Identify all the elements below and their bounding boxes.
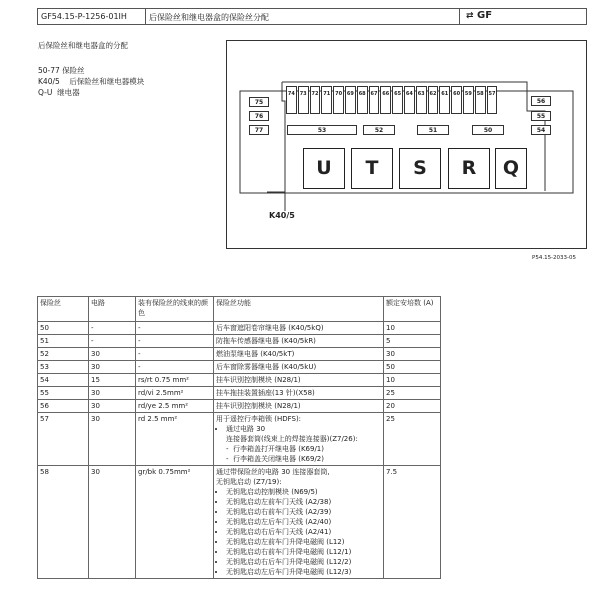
- col-color: 装有保险丝的线束的颜色: [136, 297, 214, 322]
- cell-circuit: -: [89, 335, 136, 348]
- fuse-62: 62: [428, 86, 439, 114]
- fuse-73: 73: [298, 86, 309, 114]
- gf-label: GF: [477, 10, 493, 21]
- cell-color: rs/rt 0.75 mm²: [136, 374, 214, 387]
- cell-function: 燃油泵继电器 (K40/5kT): [214, 348, 384, 361]
- fuse-75: 75: [249, 97, 269, 107]
- fuse-58: 58: [475, 86, 486, 114]
- cell-function: 防拖车传感器继电器 (K40/5kR): [214, 335, 384, 348]
- fuse-53: 53: [287, 125, 357, 135]
- table-row: [38, 335, 441, 348]
- cell-amp: 10: [384, 322, 441, 335]
- cell-function: 挂车识别控制模块 (N28/1): [214, 374, 384, 387]
- cell-circuit: 30: [89, 466, 136, 579]
- fuse-69: 69: [345, 86, 356, 114]
- cell-function: 挂车拖挂装置插座(13 针)(X58): [214, 387, 384, 400]
- fuse-57: 57: [487, 86, 498, 114]
- fuse-65: 65: [392, 86, 403, 114]
- cell-function: 挂车识别控制模块 (N28/1): [214, 400, 384, 413]
- cell-function: 用于遥控行李箱锁 (HDFS): • 通过电路 30 连接器套筒(线束上的焊接连接器)(Z7/26): - 行李箱盖打开继电器 (K69/1) - 行李箱盖关闭继电器 (K69/2): [214, 413, 384, 466]
- cell-color: -: [136, 348, 214, 361]
- cell-fuse: 58: [38, 466, 89, 579]
- col-amp: 额定安培数 (A): [384, 297, 441, 322]
- table-row: [38, 348, 441, 361]
- list-item: • 无钥匙启动左后车门天线 (A2/40): [226, 517, 381, 527]
- fuse-76: 76: [249, 111, 269, 121]
- cell-color: -: [136, 335, 214, 348]
- cell-circuit: 30: [89, 387, 136, 400]
- legend: [38, 65, 218, 98]
- cell-amp: 30: [384, 348, 441, 361]
- cell-function: 后车窗遮阳卷帘继电器 (K40/5kQ): [214, 322, 384, 335]
- cell-color: -: [136, 322, 214, 335]
- table-header-row: [38, 297, 441, 322]
- cell-fuse: 57: [38, 413, 89, 466]
- cell-color: -: [136, 361, 214, 374]
- cell-function: 通过带保险丝的电路 30 连接器套筒, 无钥匙启动 (Z7/19): • 无钥匙启动控制模块 (N69/5) • 无钥匙启动左前车门天线 (A2/38) • 无钥匙启动右前车门天线 (A2/39) • 无钥匙启动左后车门天线 (A2/40) • 无钥匙启动右后车门天线 (A2/41) • 无钥匙启动左前车门升降电磁阀 (L12) • 无钥匙启动右前车门升降电磁阀 (L12/1) • 无钥匙启动右后车门升降电磁阀 (L12/2) • 无钥匙启动左后车门升降电磁阀 (L12/3): [214, 466, 384, 579]
- cell-amp: 25: [384, 413, 441, 466]
- cell-amp: 20: [384, 400, 441, 413]
- fuse-66: 66: [380, 86, 391, 114]
- list-item: • 无钥匙启动左前车门升降电磁阀 (L12): [226, 537, 381, 547]
- cell-color: rd 2.5 mm²: [136, 413, 214, 466]
- relay-R: R: [448, 148, 490, 189]
- cell-fuse: 56: [38, 400, 89, 413]
- fuse-77: 77: [249, 125, 269, 135]
- fuse-59: 59: [463, 86, 474, 114]
- cell-amp: 50: [384, 361, 441, 374]
- fuse-51: 51: [417, 125, 449, 135]
- cell-amp: 5: [384, 335, 441, 348]
- fuse-assignment-table: [37, 296, 441, 579]
- table-row: [38, 322, 441, 335]
- cell-circuit: 30: [89, 348, 136, 361]
- cell-function: 后车窗除雾器继电器 (K40/5kU): [214, 361, 384, 374]
- relay-Q: Q: [495, 148, 527, 189]
- cell-amp: 25: [384, 387, 441, 400]
- table-row: [38, 374, 441, 387]
- table-row: [38, 413, 441, 466]
- table-row: [38, 466, 441, 579]
- list-item: • 无钥匙启动右前车门升降电磁阀 (L12/1): [226, 547, 381, 557]
- fuse-72: 72: [310, 86, 321, 114]
- doc-title: 后保险丝和继电器盒的保险丝分配: [146, 9, 460, 24]
- table-row: [38, 361, 441, 374]
- cell-amp: 10: [384, 374, 441, 387]
- figure-id: P54.15-2033-05: [532, 255, 577, 261]
- fuse-74: 74: [286, 86, 297, 114]
- fuse-56: 56: [531, 96, 551, 106]
- fuse-54: 54: [531, 125, 551, 135]
- cell-amp: 7.5: [384, 466, 441, 579]
- list-item: • 无钥匙启动右后车门天线 (A2/41): [226, 527, 381, 537]
- intro-heading: 后保险丝和继电器盒的分配: [38, 41, 128, 50]
- doc-id: GF54.15-P-1256-01IH: [38, 9, 146, 24]
- document-header: [37, 8, 587, 25]
- fuse-55: 55: [531, 111, 551, 121]
- cell-fuse: 54: [38, 374, 89, 387]
- cell-circuit: 15: [89, 374, 136, 387]
- cell-fuse: 51: [38, 335, 89, 348]
- relay-U: U: [303, 148, 345, 189]
- table-row: [38, 400, 441, 413]
- module-label: K40/5: [269, 211, 295, 220]
- legend-item: 50-77 保险丝: [38, 66, 85, 75]
- fuse-68: 68: [357, 86, 368, 114]
- fuse-box-diagram: [226, 40, 587, 249]
- cell-color: rd/vi 2.5mm²: [136, 387, 214, 400]
- fuse-67: 67: [369, 86, 380, 114]
- document-link-icon: ⇄: [466, 11, 474, 21]
- cell-fuse: 50: [38, 322, 89, 335]
- col-fuse: 保险丝: [38, 297, 89, 322]
- list-item: • 无钥匙启动右后车门升降电磁阀 (L12/2): [226, 557, 381, 567]
- fuse-71: 71: [321, 86, 332, 114]
- cell-circuit: 30: [89, 361, 136, 374]
- fuse-52: 52: [363, 125, 395, 135]
- fuse-61: 61: [439, 86, 450, 114]
- fuse-50: 50: [472, 125, 504, 135]
- list-item: • 无钥匙启动左前车门天线 (A2/38): [226, 497, 381, 507]
- cell-fuse: 52: [38, 348, 89, 361]
- cell-fuse: 53: [38, 361, 89, 374]
- list-item: • 无钥匙启动右前车门天线 (A2/39): [226, 507, 381, 517]
- cell-fuse: 55: [38, 387, 89, 400]
- fuse-60: 60: [451, 86, 462, 114]
- cell-circuit: 30: [89, 400, 136, 413]
- relay-S: S: [399, 148, 441, 189]
- fuse-64: 64: [404, 86, 415, 114]
- col-function: 保险丝功能: [214, 297, 384, 322]
- fuse-70: 70: [333, 86, 344, 114]
- list-item: • 无钥匙启动左后车门升降电磁阀 (L12/3): [226, 567, 381, 577]
- legend-item: K40/5 后保险丝和继电器模块: [38, 77, 145, 86]
- col-circuit: 电路: [89, 297, 136, 322]
- relay-T: T: [351, 148, 393, 189]
- fuse-63: 63: [416, 86, 427, 114]
- legend-item: Q-U 继电器: [38, 88, 80, 97]
- cell-color: rd/ye 2.5 mm²: [136, 400, 214, 413]
- table-row: [38, 387, 441, 400]
- cell-circuit: 30: [89, 413, 136, 466]
- list-item: • 无钥匙启动控制模块 (N69/5): [226, 487, 381, 497]
- gf-badge[interactable]: [460, 9, 586, 24]
- cell-circuit: -: [89, 322, 136, 335]
- cell-color: gr/bk 0.75mm²: [136, 466, 214, 579]
